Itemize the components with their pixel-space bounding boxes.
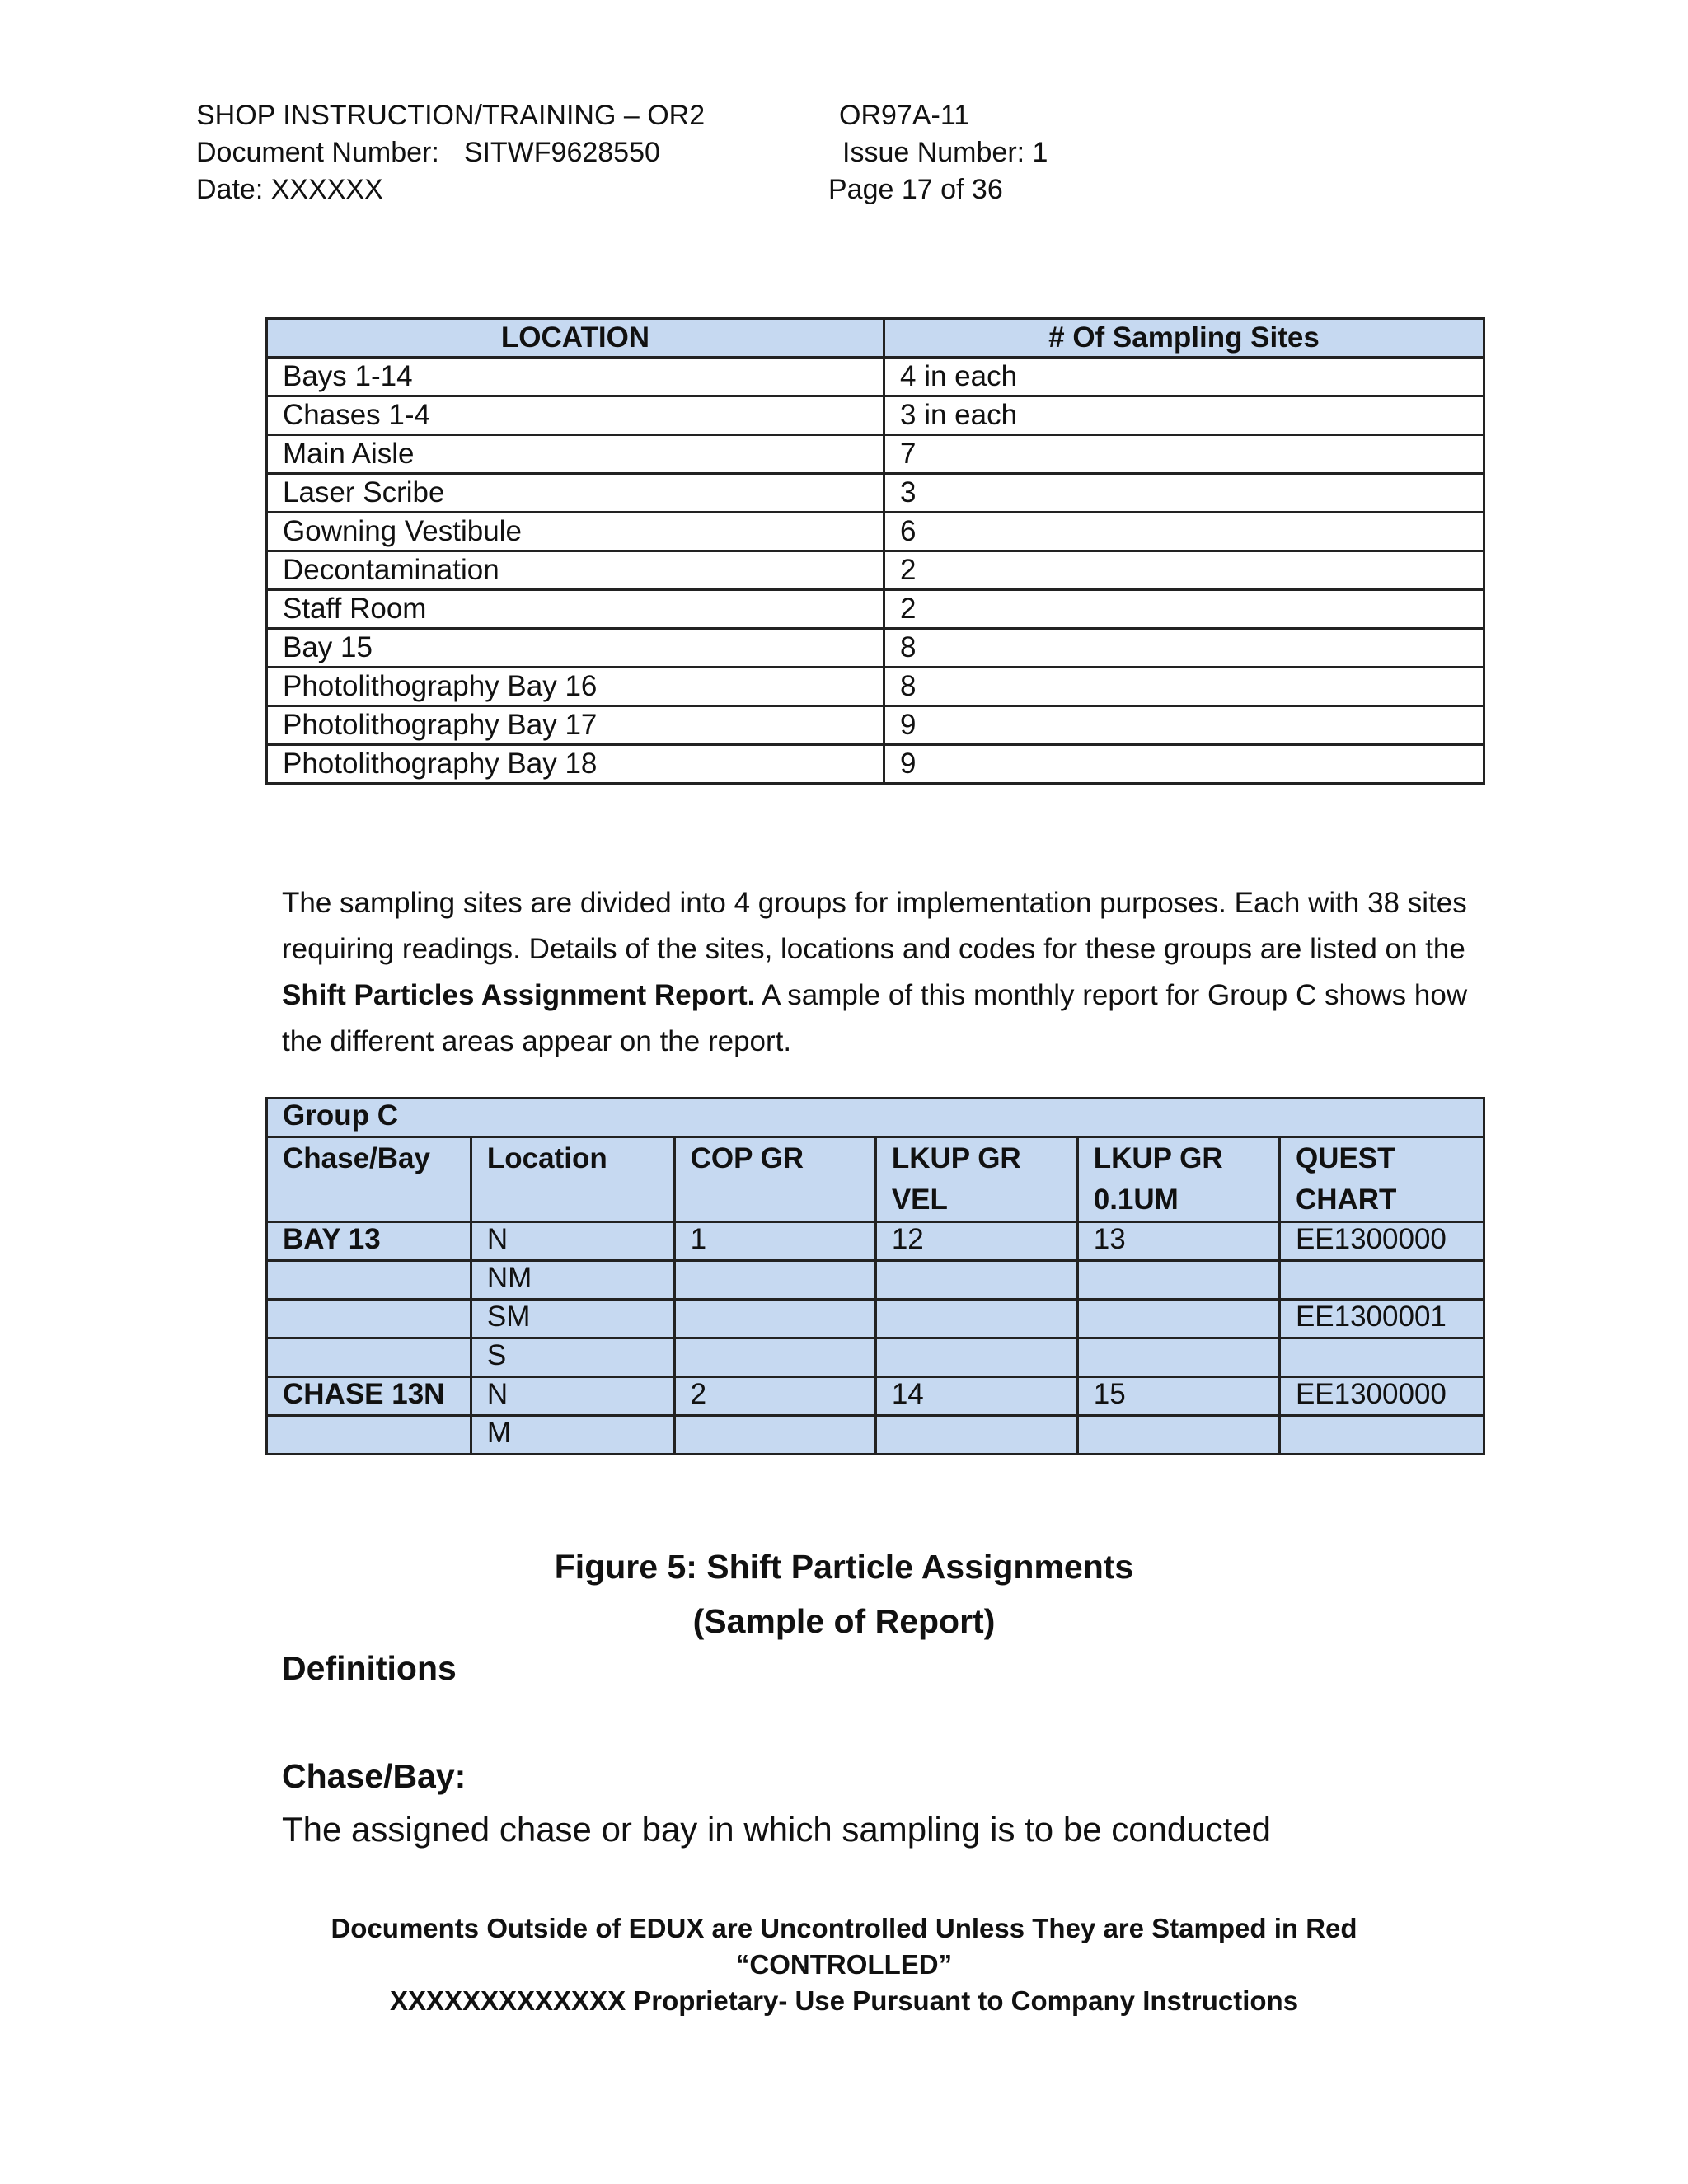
table-cell: 13 xyxy=(1077,1222,1279,1261)
site-count-cell: 2 xyxy=(884,590,1484,629)
chase-bay-heading: Chase/Bay: xyxy=(282,1757,467,1795)
paragraph-text: The sampling sites are divided into 4 groups for implementation purposes. Each with 38 sites requiring readings. Details of the sites, locations and codes for these groups are listed on the xyxy=(282,887,1467,965)
header-line: LKUP GR xyxy=(891,1142,1021,1174)
table-cell xyxy=(267,1300,471,1338)
table-cell xyxy=(267,1261,471,1300)
table-cell: EE1300000 xyxy=(1279,1222,1484,1261)
table-row xyxy=(267,590,1484,629)
table-row xyxy=(267,1377,1484,1416)
table-header xyxy=(674,1137,875,1222)
location-cell: Photolithography Bay 16 xyxy=(267,668,884,706)
site-count-cell: 4 in each xyxy=(884,358,1484,396)
table-cell xyxy=(674,1300,875,1338)
location-cell: Staff Room xyxy=(267,590,884,629)
footer-line: XXXXXXXXXXXXX Proprietary- Use Pursuant to Company Instructions xyxy=(389,1985,1299,2016)
header-line: VEL xyxy=(891,1183,948,1216)
footer-line: “CONTROLLED” xyxy=(735,1949,953,1980)
table-row xyxy=(267,1222,1484,1261)
table-header xyxy=(1077,1137,1279,1222)
table-row xyxy=(267,706,1484,745)
table-cell xyxy=(674,1261,875,1300)
table-row xyxy=(267,435,1484,474)
table-header xyxy=(471,1137,674,1222)
header-line: Location xyxy=(486,1142,607,1174)
table-cell xyxy=(1077,1416,1279,1455)
table-cell: EE1300001 xyxy=(1279,1300,1484,1338)
location-cell: Laser Scribe xyxy=(267,474,884,513)
table-cell xyxy=(875,1416,1077,1455)
table-row xyxy=(267,1416,1484,1455)
table-cell xyxy=(1077,1338,1279,1377)
table-row xyxy=(267,629,1484,668)
site-count-cell: 6 xyxy=(884,513,1484,551)
table-row xyxy=(267,745,1484,784)
location-cell: Bays 1-14 xyxy=(267,358,884,396)
table-header xyxy=(267,1137,471,1222)
table-cell: 2 xyxy=(674,1377,875,1416)
page-number: Page 17 of 36 xyxy=(828,174,1003,205)
sampling-sites-table xyxy=(265,317,1485,785)
header-line: COP GR xyxy=(690,1142,804,1174)
table-cell xyxy=(1279,1338,1484,1377)
header-line: 0.1UM xyxy=(1093,1183,1179,1216)
location-cell: Chases 1-4 xyxy=(267,396,884,435)
header-line: Chase/Bay xyxy=(283,1142,430,1174)
header-line: QUEST xyxy=(1295,1142,1395,1174)
table-cell xyxy=(1279,1416,1484,1455)
location-cell: Photolithography Bay 17 xyxy=(267,706,884,745)
table-row xyxy=(267,1300,1484,1338)
table-cell xyxy=(875,1338,1077,1377)
table-row xyxy=(267,358,1484,396)
table-cell: 14 xyxy=(875,1377,1077,1416)
table-cell xyxy=(267,1416,471,1455)
table-cell: N xyxy=(471,1377,674,1416)
site-count-cell: 9 xyxy=(884,706,1484,745)
table-cell xyxy=(1077,1261,1279,1300)
doc-number: SITWF9628550 xyxy=(463,137,660,168)
site-count-cell: 8 xyxy=(884,668,1484,706)
table-row xyxy=(267,513,1484,551)
issue-number: Issue Number: 1 xyxy=(842,137,1048,168)
location-cell: Gowning Vestibule xyxy=(267,513,884,551)
footer-line: Documents Outside of EDUX are Uncontrolled Unless They are Stamped in Red xyxy=(331,1913,1357,1943)
table-header xyxy=(875,1137,1077,1222)
header-title: SHOP INSTRUCTION/TRAINING – OR2 xyxy=(196,100,706,131)
table-row xyxy=(267,474,1484,513)
table-cell: M xyxy=(471,1416,674,1455)
caption-line: Figure 5: Shift Particle Assignments xyxy=(554,1548,1134,1586)
table-cell xyxy=(1279,1261,1484,1300)
table-row xyxy=(267,551,1484,590)
table-cell xyxy=(674,1338,875,1377)
site-count-cell: 8 xyxy=(884,629,1484,668)
definitions-heading: Definitions xyxy=(282,1649,457,1687)
table-cell xyxy=(267,1338,471,1377)
header-code: OR97A-11 xyxy=(839,100,970,131)
table-cell: 15 xyxy=(1077,1377,1279,1416)
table-row xyxy=(267,668,1484,706)
document-header xyxy=(196,97,1048,209)
group-c-table xyxy=(265,1097,1485,1455)
site-count-cell: 3 xyxy=(884,474,1484,513)
header-line: LKUP GR xyxy=(1093,1142,1223,1174)
table-cell xyxy=(674,1416,875,1455)
chase-bay-definition: The assigned chase or bay in which sampling is to be conducted xyxy=(282,1810,1272,1849)
header-line: CHART xyxy=(1295,1183,1397,1216)
table-row xyxy=(267,396,1484,435)
table-cell: EE1300000 xyxy=(1279,1377,1484,1416)
table-row xyxy=(267,1338,1484,1377)
location-cell: Main Aisle xyxy=(267,435,884,474)
paragraph-text: A sample of this monthly report for Group C shows how the different areas appear on the report. xyxy=(282,979,1468,1057)
table-cell: S xyxy=(471,1338,674,1377)
table-cell xyxy=(1077,1300,1279,1338)
intro-paragraph xyxy=(282,880,1469,1065)
table-cell: CHASE 13N xyxy=(267,1377,471,1416)
header-date: Date: XXXXXX xyxy=(196,174,383,205)
table-row xyxy=(267,1261,1484,1300)
table-cell xyxy=(875,1261,1077,1300)
table-header xyxy=(1279,1137,1484,1222)
table-cell: NM xyxy=(471,1261,674,1300)
table-header: # Of Sampling Sites xyxy=(884,319,1484,358)
table-cell: 12 xyxy=(875,1222,1077,1261)
table-header-row xyxy=(267,1137,1484,1222)
figure-caption xyxy=(0,1540,1688,1648)
report-name: Shift Particles Assignment Report. xyxy=(282,979,756,1011)
group-label: Group C xyxy=(267,1099,1484,1137)
site-count-cell: 9 xyxy=(884,745,1484,784)
doc-number-label: Document Number: xyxy=(196,137,439,168)
location-cell: Bay 15 xyxy=(267,629,884,668)
table-cell xyxy=(875,1300,1077,1338)
document-footer xyxy=(0,1910,1688,2019)
location-cell: Photolithography Bay 18 xyxy=(267,745,884,784)
caption-line: (Sample of Report) xyxy=(692,1602,996,1640)
site-count-cell: 3 in each xyxy=(884,396,1484,435)
site-count-cell: 2 xyxy=(884,551,1484,590)
table-cell: 1 xyxy=(674,1222,875,1261)
table-header: LOCATION xyxy=(267,319,884,358)
site-count-cell: 7 xyxy=(884,435,1484,474)
table-cell: SM xyxy=(471,1300,674,1338)
table-cell: BAY 13 xyxy=(267,1222,471,1261)
location-cell: Decontamination xyxy=(267,551,884,590)
table-cell: N xyxy=(471,1222,674,1261)
